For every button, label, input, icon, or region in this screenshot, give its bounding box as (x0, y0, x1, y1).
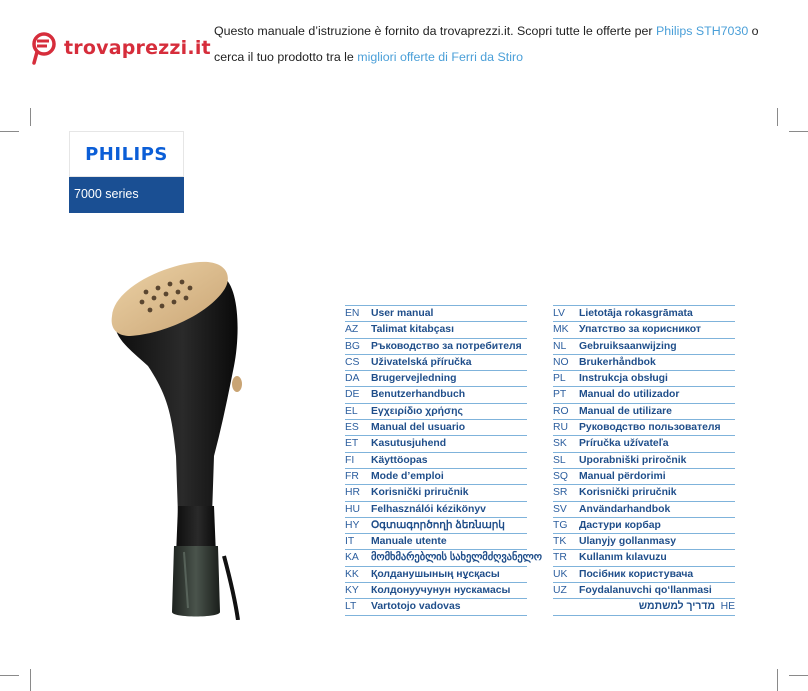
language-label: Mode d’emploi (371, 470, 444, 482)
trovaprezzi-logo-icon (30, 30, 60, 66)
language-code: RU (553, 422, 569, 434)
language-row-pt[interactable] (553, 387, 735, 403)
language-label: Felhasználói kézikönyv (371, 503, 486, 515)
crop-mark-tr-v (777, 108, 778, 126)
language-label: Gebruiksaanwijzing (579, 340, 677, 352)
trovaprezzi-brand[interactable] (30, 30, 211, 66)
language-label: Kasutusjuhend (371, 438, 447, 450)
language-label: Uporabniški priročnik (579, 454, 687, 466)
crop-mark-br-h (789, 675, 808, 676)
language-code: PL (553, 373, 566, 385)
language-label: Korisnički priručnik (579, 487, 677, 499)
language-code: FR (345, 470, 359, 482)
language-label: Príručka užívateľa (579, 438, 669, 450)
language-label: Brukerhåndbok (579, 356, 656, 368)
language-row-et[interactable] (345, 436, 527, 452)
language-label: მომხმარებლის სახელმძღვანელო (371, 552, 542, 564)
language-row-sq[interactable] (553, 469, 735, 485)
language-label: Посібник користувача (579, 568, 694, 580)
language-row-lt[interactable] (345, 599, 527, 615)
language-code: HU (345, 503, 361, 515)
language-row-he[interactable] (553, 599, 735, 615)
header-banner (214, 18, 784, 70)
language-code: SR (553, 487, 568, 499)
language-row-sl[interactable] (553, 453, 735, 469)
language-label: Benutzerhandbuch (371, 389, 466, 401)
series-band (69, 177, 184, 213)
language-label: Ulanyjy gollanmasy (579, 536, 677, 548)
language-column-2 (553, 305, 735, 616)
language-label: Ръководство за потребителя (371, 340, 522, 352)
series-label: 7000 series (74, 187, 139, 201)
language-label: Käyttöopas (371, 454, 428, 466)
language-row-no[interactable] (553, 355, 735, 371)
language-row-uk[interactable] (553, 567, 735, 583)
language-code: UZ (553, 585, 567, 597)
language-code: HY (345, 519, 360, 531)
language-row-tk[interactable] (553, 534, 735, 550)
language-row-mk[interactable] (553, 322, 735, 338)
language-label: Упатство за корисникот (579, 324, 701, 336)
language-row-de[interactable] (345, 387, 527, 403)
language-row-hu[interactable] (345, 502, 527, 518)
language-code: KA (345, 552, 359, 564)
language-code: EN (345, 308, 360, 319)
philips-logo (69, 131, 184, 177)
language-code: AZ (345, 324, 359, 336)
banner-text-1: Questo manuale d’istruzione è fornito da trovaprezzi.it. Scopri tutte le offerte per (214, 24, 656, 38)
language-label: Lietotāja rokasgrāmata (579, 308, 693, 319)
language-label: Εγχειρίδιο χρήσης (371, 405, 463, 417)
language-label: Foydalanuvchi qo‘llanmasi (579, 585, 712, 597)
handheld-steamer-image (104, 256, 274, 620)
language-code: SQ (553, 470, 569, 482)
language-row-sk[interactable] (553, 436, 735, 452)
language-code: SL (553, 454, 566, 466)
language-code: HR (345, 487, 361, 499)
language-label: Brugervejledning (371, 373, 457, 385)
language-row-ka[interactable] (345, 550, 542, 566)
language-label: Manual de utilizare (579, 405, 672, 417)
language-row-hr[interactable] (345, 485, 527, 501)
language-label: Manual përdorimi (579, 470, 666, 482)
language-row-uz[interactable] (553, 583, 735, 599)
language-row-sr[interactable] (553, 485, 735, 501)
language-row-tr[interactable] (553, 550, 735, 566)
language-code: NL (553, 340, 567, 352)
language-code: KY (345, 585, 359, 597)
language-code: TR (553, 552, 567, 564)
language-code: DA (345, 373, 360, 385)
language-label: Korisnički priručnik (371, 487, 469, 499)
language-code: RO (553, 405, 569, 417)
crop-mark-bl-h (0, 675, 19, 676)
language-code: NO (553, 356, 569, 368)
language-code: UK (553, 568, 568, 580)
category-offers-link[interactable]: migliori offerte di Ferri da Stiro (357, 50, 523, 64)
language-code: HE (720, 601, 735, 613)
language-code: MK (553, 324, 569, 336)
language-code: IT (345, 536, 355, 548)
language-row-ru[interactable] (553, 420, 735, 436)
philips-wordmark: PHILIPS (85, 143, 168, 165)
language-row-kk[interactable] (345, 567, 527, 583)
language-label: Instrukcja obsługi (579, 373, 668, 385)
language-code: EL (345, 405, 358, 417)
language-code: KK (345, 568, 359, 580)
language-row-hy[interactable] (345, 518, 527, 534)
language-code: TG (553, 519, 568, 531)
language-code: TK (553, 536, 567, 548)
banner-text-2: o cerca il tuo prodotto tra le (214, 24, 759, 64)
language-code: ET (345, 438, 359, 450)
language-code: LV (553, 308, 565, 319)
language-label: Kullanım kılavuzu (579, 552, 667, 564)
language-row-es[interactable] (345, 420, 527, 436)
crop-mark-br-v (777, 669, 778, 691)
language-label: Manuale utente (371, 536, 447, 548)
language-label: Руководство пользователя (579, 422, 721, 434)
language-row-az[interactable] (345, 322, 527, 338)
language-row-lv[interactable] (553, 305, 735, 322)
language-label: Uživatelská příručka (371, 356, 472, 368)
language-row-ky[interactable] (345, 583, 527, 599)
language-column-1 (345, 305, 542, 616)
language-label: מדריך למשתמש (638, 601, 715, 613)
crop-mark-tr-h (789, 131, 808, 132)
language-row-en[interactable] (345, 305, 527, 322)
language-code: CS (345, 356, 360, 368)
language-code: SK (553, 438, 567, 450)
crop-mark-tl-h (0, 131, 19, 132)
language-label: Manual do utilizador (579, 389, 680, 401)
crop-mark-tl-v (30, 108, 31, 126)
language-label: Қолданушының нұсқасы (371, 568, 500, 580)
language-row-el[interactable] (345, 404, 527, 420)
language-label: Vartotojo vadovas (371, 601, 461, 613)
language-label: Manual del usuario (371, 422, 466, 434)
language-row-nl[interactable] (553, 339, 735, 355)
language-label: Användarhandbok (579, 503, 671, 515)
language-row-cs[interactable] (345, 355, 527, 371)
language-row-da[interactable] (345, 371, 527, 387)
crop-mark-bl-v (30, 669, 31, 691)
language-label: Дастури корбар (579, 519, 661, 531)
language-row-pl[interactable] (553, 371, 735, 387)
product-link[interactable]: Philips STH7030 (655, 24, 749, 38)
language-code: FI (345, 454, 355, 466)
language-row-fi[interactable] (345, 453, 527, 469)
language-code: PT (553, 389, 567, 401)
language-row-tg[interactable] (553, 518, 735, 534)
language-label: User manual (371, 308, 434, 319)
language-code: DE (345, 389, 360, 401)
language-row-bg[interactable] (345, 339, 527, 355)
language-code: BG (345, 340, 361, 352)
language-row-ro[interactable] (553, 404, 735, 420)
language-label: Talimat kitabçası (371, 324, 454, 336)
language-label: Օգտագործողի ձեռնարկ (371, 519, 505, 531)
language-code: ES (345, 422, 359, 434)
language-code: SV (553, 503, 567, 515)
brand-name: trovaprezzi.it (64, 37, 211, 59)
language-label: Колдонуучунун нускамасы (371, 585, 511, 597)
language-code: LT (345, 601, 357, 613)
language-row-sv[interactable] (553, 502, 735, 518)
language-row-it[interactable] (345, 534, 527, 550)
language-row-fr[interactable] (345, 469, 527, 485)
philips-badge (69, 131, 184, 213)
